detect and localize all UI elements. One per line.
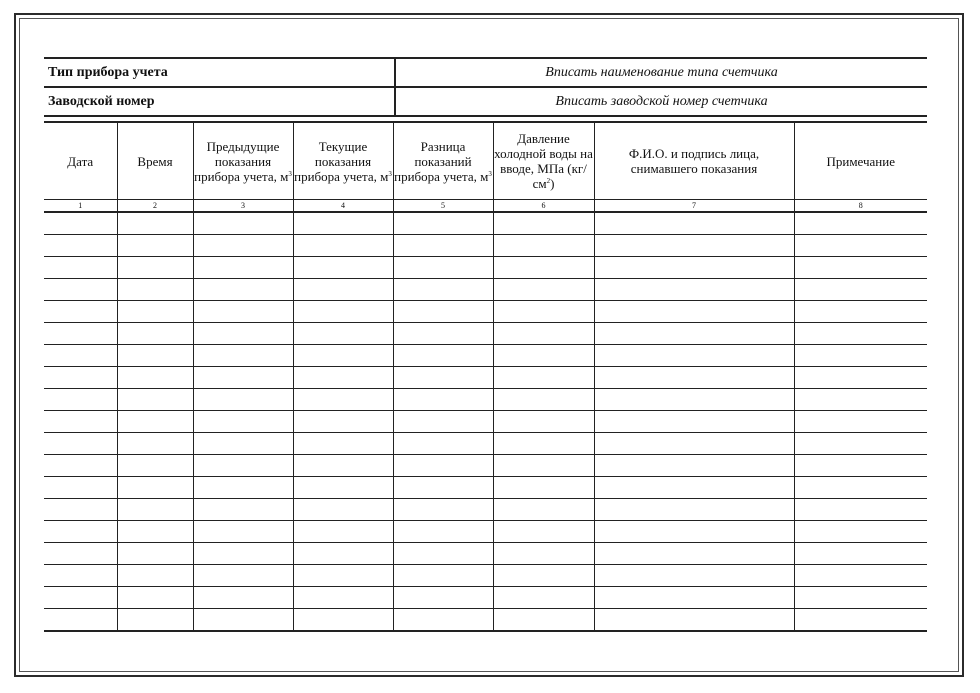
table-cell[interactable] — [393, 587, 493, 609]
column-number: 5 — [393, 200, 493, 213]
table-cell[interactable] — [594, 279, 794, 301]
serial-number-value[interactable]: Вписать заводской номер счетчика — [395, 87, 927, 116]
table-cell[interactable] — [117, 499, 193, 521]
table-cell[interactable] — [794, 521, 927, 543]
table-cell[interactable] — [293, 323, 393, 345]
table-row — [44, 565, 927, 587]
table-cell[interactable] — [493, 301, 594, 323]
table-cell[interactable] — [117, 279, 193, 301]
column-header-date: Дата — [44, 122, 117, 200]
table-cell[interactable] — [193, 212, 293, 235]
table-cell[interactable] — [493, 433, 594, 455]
table-cell[interactable] — [44, 521, 117, 543]
column-number: 3 — [193, 200, 293, 213]
table-row — [44, 521, 927, 543]
meter-info-table — [44, 57, 927, 117]
table-cell[interactable] — [393, 433, 493, 455]
table-row — [44, 367, 927, 389]
table-cell[interactable] — [393, 345, 493, 367]
table-cell[interactable] — [794, 345, 927, 367]
table-cell[interactable] — [193, 257, 293, 279]
table-cell[interactable] — [44, 257, 117, 279]
table-cell[interactable] — [594, 301, 794, 323]
serial-number-label: Заводской номер — [44, 87, 395, 116]
table-row — [44, 389, 927, 411]
table-cell[interactable] — [393, 499, 493, 521]
table-cell[interactable] — [393, 279, 493, 301]
table-cell[interactable] — [293, 521, 393, 543]
table-cell[interactable] — [393, 235, 493, 257]
table-cell[interactable] — [594, 235, 794, 257]
table-cell[interactable] — [794, 499, 927, 521]
table-cell[interactable] — [293, 279, 393, 301]
table-cell[interactable] — [193, 433, 293, 455]
table-cell[interactable] — [493, 279, 594, 301]
table-cell[interactable] — [794, 609, 927, 632]
table-cell[interactable] — [293, 389, 393, 411]
table-cell[interactable] — [493, 543, 594, 565]
serial-number-row — [44, 87, 927, 116]
table-cell[interactable] — [44, 477, 117, 499]
table-cell[interactable] — [594, 345, 794, 367]
table-cell[interactable] — [794, 212, 927, 235]
table-row — [44, 235, 927, 257]
table-cell[interactable] — [794, 565, 927, 587]
column-header-note: Примечание — [794, 122, 927, 200]
table-cell[interactable] — [117, 323, 193, 345]
table-cell[interactable] — [44, 389, 117, 411]
column-number: 7 — [594, 200, 794, 213]
table-cell[interactable] — [794, 235, 927, 257]
table-cell[interactable] — [493, 565, 594, 587]
meter-type-label: Тип прибора учета — [44, 58, 395, 87]
table-cell[interactable] — [393, 323, 493, 345]
column-header-previous-readings: Предыдущие показания прибора учета, $м^3$ — [193, 122, 293, 200]
table-cell[interactable] — [493, 235, 594, 257]
table-cell[interactable] — [117, 367, 193, 389]
table-row — [44, 301, 927, 323]
table-cell[interactable] — [193, 543, 293, 565]
readings-log-table — [44, 121, 927, 632]
table-cell[interactable] — [493, 477, 594, 499]
table-cell[interactable] — [44, 543, 117, 565]
table-cell[interactable] — [44, 345, 117, 367]
column-number: 1 — [44, 200, 117, 213]
table-cell[interactable] — [193, 609, 293, 632]
table-cell[interactable] — [594, 609, 794, 632]
table-cell[interactable] — [117, 455, 193, 477]
column-number-row — [44, 200, 927, 213]
table-cell[interactable] — [44, 323, 117, 345]
column-number: 6 — [493, 200, 594, 213]
table-cell[interactable] — [117, 235, 193, 257]
table-cell[interactable] — [44, 212, 117, 235]
table-cell[interactable] — [293, 212, 393, 235]
table-cell[interactable] — [193, 389, 293, 411]
table-row — [44, 212, 927, 235]
column-header-difference: Разница показаний прибора учета, $м^3$ — [393, 122, 493, 200]
table-cell[interactable] — [594, 521, 794, 543]
table-cell[interactable] — [193, 367, 293, 389]
table-cell[interactable] — [794, 543, 927, 565]
table-cell[interactable] — [293, 367, 393, 389]
table-cell[interactable] — [193, 279, 293, 301]
table-cell[interactable] — [594, 455, 794, 477]
table-cell[interactable] — [493, 609, 594, 632]
column-header-signature: Ф.И.О. и подпись лица, снимавшего показания — [594, 122, 794, 200]
table-cell[interactable] — [594, 543, 794, 565]
table-cell[interactable] — [594, 587, 794, 609]
table-cell[interactable] — [117, 433, 193, 455]
table-cell[interactable] — [44, 609, 117, 632]
table-cell[interactable] — [117, 609, 193, 632]
table-cell[interactable] — [794, 433, 927, 455]
table-cell[interactable] — [193, 477, 293, 499]
table-cell[interactable] — [794, 323, 927, 345]
table-cell[interactable] — [117, 345, 193, 367]
table-cell[interactable] — [293, 433, 393, 455]
table-cell[interactable] — [293, 609, 393, 632]
table-cell[interactable] — [44, 565, 117, 587]
table-cell[interactable] — [393, 565, 493, 587]
table-cell[interactable] — [794, 279, 927, 301]
table-row — [44, 279, 927, 301]
table-cell[interactable] — [293, 345, 393, 367]
table-cell[interactable] — [493, 323, 594, 345]
header-row — [44, 122, 927, 200]
table-cell[interactable] — [594, 433, 794, 455]
table-cell[interactable] — [393, 212, 493, 235]
table-cell[interactable] — [594, 212, 794, 235]
table-row — [44, 499, 927, 521]
readings-log-body — [44, 212, 927, 631]
table-cell[interactable] — [493, 257, 594, 279]
table-cell[interactable] — [493, 587, 594, 609]
table-cell[interactable] — [794, 455, 927, 477]
table-cell[interactable] — [594, 565, 794, 587]
table-cell[interactable] — [393, 455, 493, 477]
table-cell[interactable] — [117, 389, 193, 411]
table-row — [44, 411, 927, 433]
table-cell[interactable] — [193, 499, 293, 521]
table-cell[interactable] — [794, 477, 927, 499]
table-cell[interactable] — [193, 301, 293, 323]
table-cell[interactable] — [393, 389, 493, 411]
table-cell[interactable] — [393, 477, 493, 499]
table-cell[interactable] — [794, 367, 927, 389]
meter-type-row — [44, 58, 927, 87]
column-header-pressure: Давление холодной воды на вводе, МПа $(кг/см^2)$ — [493, 122, 594, 200]
table-cell[interactable] — [493, 411, 594, 433]
table-cell[interactable] — [117, 587, 193, 609]
table-cell[interactable] — [44, 499, 117, 521]
table-cell[interactable] — [393, 411, 493, 433]
table-cell[interactable] — [117, 521, 193, 543]
table-cell[interactable] — [794, 587, 927, 609]
table-cell[interactable] — [594, 499, 794, 521]
table-cell[interactable] — [193, 323, 293, 345]
meter-type-value[interactable]: Вписать наименование типа счетчика — [395, 58, 927, 87]
table-row — [44, 433, 927, 455]
table-cell[interactable] — [44, 235, 117, 257]
table-cell[interactable] — [44, 433, 117, 455]
column-number: 4 — [293, 200, 393, 213]
table-cell[interactable] — [393, 609, 493, 632]
table-cell[interactable] — [117, 543, 193, 565]
table-cell[interactable] — [794, 301, 927, 323]
table-cell[interactable] — [393, 367, 493, 389]
table-cell[interactable] — [117, 212, 193, 235]
table-cell[interactable] — [393, 521, 493, 543]
column-header-current-readings: Текущие показания прибора учета, $м^3$ — [293, 122, 393, 200]
table-cell[interactable] — [193, 587, 293, 609]
table-cell[interactable] — [293, 411, 393, 433]
table-row — [44, 587, 927, 609]
table-cell[interactable] — [44, 587, 117, 609]
table-cell[interactable] — [794, 389, 927, 411]
table-cell[interactable] — [594, 257, 794, 279]
table-row — [44, 455, 927, 477]
table-cell[interactable] — [44, 367, 117, 389]
table-cell[interactable] — [193, 411, 293, 433]
table-cell[interactable] — [117, 565, 193, 587]
table-cell[interactable] — [493, 212, 594, 235]
table-row — [44, 345, 927, 367]
table-row — [44, 609, 927, 632]
table-cell[interactable] — [293, 257, 393, 279]
table-cell[interactable] — [193, 521, 293, 543]
table-cell[interactable] — [393, 301, 493, 323]
table-cell[interactable] — [594, 411, 794, 433]
table-cell[interactable] — [594, 389, 794, 411]
table-cell[interactable] — [493, 521, 594, 543]
table-cell[interactable] — [193, 565, 293, 587]
table-cell[interactable] — [293, 455, 393, 477]
table-cell[interactable] — [44, 301, 117, 323]
table-cell[interactable] — [293, 499, 393, 521]
table-cell[interactable] — [117, 257, 193, 279]
table-cell[interactable] — [493, 345, 594, 367]
table-cell[interactable] — [493, 389, 594, 411]
table-cell[interactable] — [193, 345, 293, 367]
table-cell[interactable] — [117, 301, 193, 323]
table-cell[interactable] — [293, 235, 393, 257]
column-header-time: Время — [117, 122, 193, 200]
table-cell[interactable] — [594, 367, 794, 389]
table-cell[interactable] — [794, 411, 927, 433]
column-number: 8 — [794, 200, 927, 213]
table-cell[interactable] — [293, 587, 393, 609]
table-cell[interactable] — [117, 477, 193, 499]
table-cell[interactable] — [293, 543, 393, 565]
table-cell[interactable] — [44, 279, 117, 301]
table-cell[interactable] — [393, 543, 493, 565]
table-cell[interactable] — [293, 565, 393, 587]
table-cell[interactable] — [493, 499, 594, 521]
table-row — [44, 323, 927, 345]
table-row — [44, 543, 927, 565]
table-cell[interactable] — [293, 301, 393, 323]
table-cell[interactable] — [293, 477, 393, 499]
table-row — [44, 257, 927, 279]
table-cell[interactable] — [193, 455, 293, 477]
table-cell[interactable] — [493, 455, 594, 477]
table-row — [44, 477, 927, 499]
table-cell[interactable] — [193, 235, 293, 257]
table-cell[interactable] — [493, 367, 594, 389]
column-number: 2 — [117, 200, 193, 213]
table-cell[interactable] — [44, 455, 117, 477]
table-cell[interactable] — [117, 411, 193, 433]
table-cell[interactable] — [393, 257, 493, 279]
table-cell[interactable] — [594, 477, 794, 499]
table-cell[interactable] — [594, 323, 794, 345]
table-cell[interactable] — [794, 257, 927, 279]
table-cell[interactable] — [44, 411, 117, 433]
